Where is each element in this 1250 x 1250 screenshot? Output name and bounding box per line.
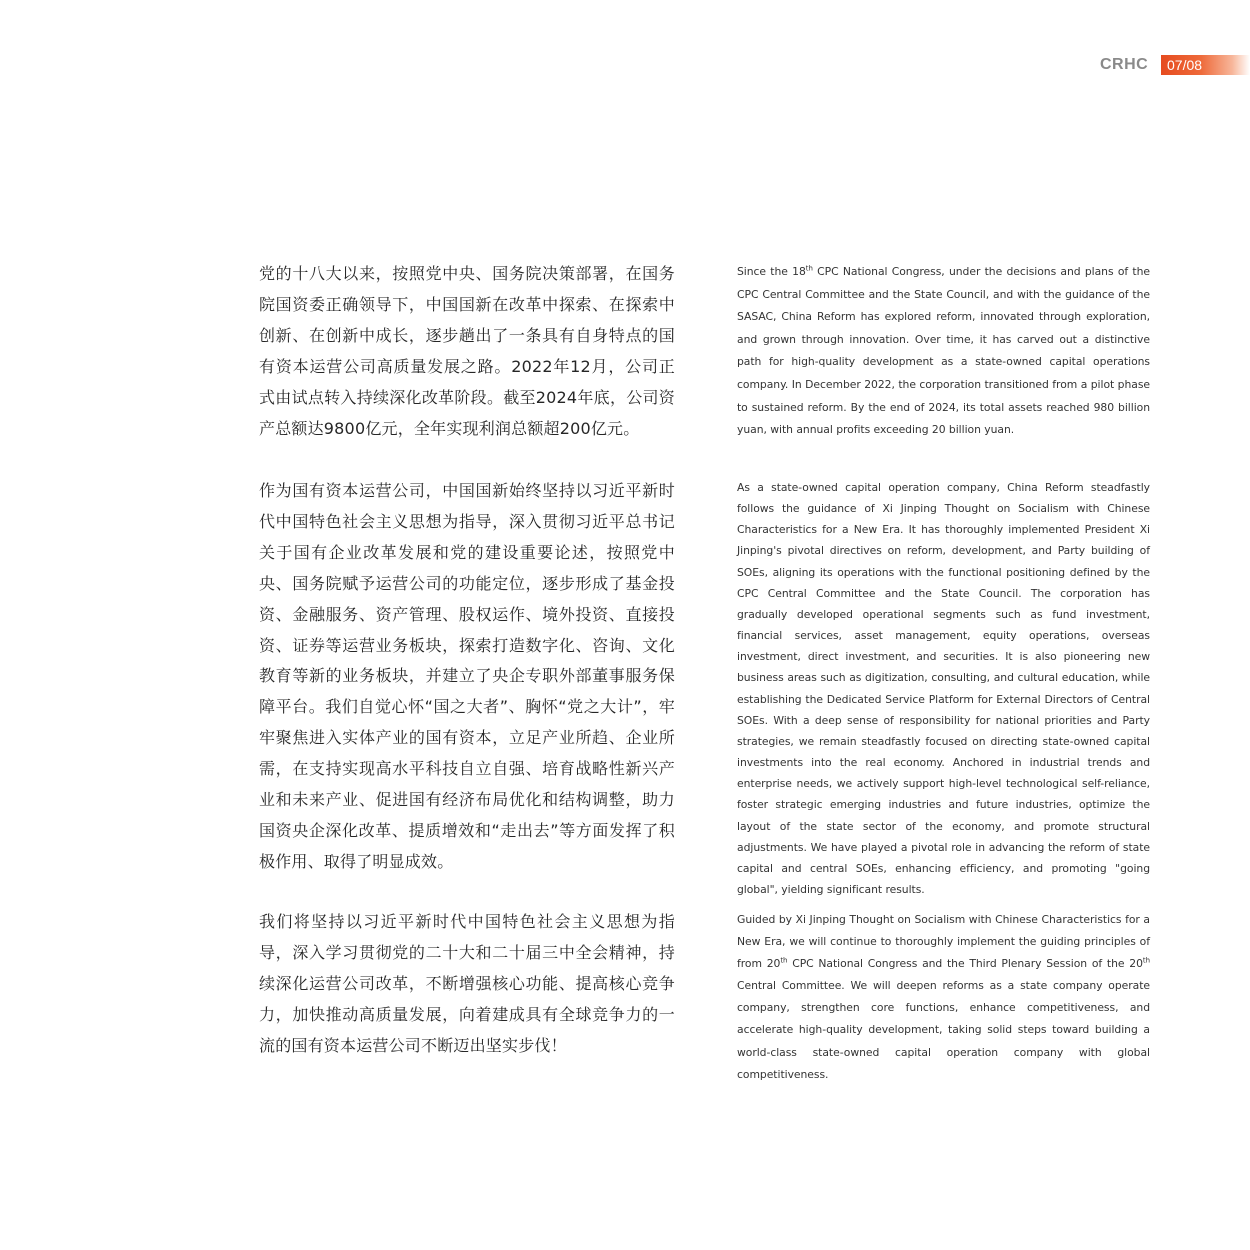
english-paragraph-3 bbox=[737, 909, 1150, 1086]
english-paragraph-2: As a state-owned capital operation company, China Reform steadfastly follows the guidance of Xi Jinping Thought on Socialism with Chinese Characteristics for a New Era. It has thoroughly implemented President Xi Jinping's pivotal directives on reform, development, and Party building of SOEs, aligning its operations with the functional positioning defined by the CPC Central Committee and the State Council. The corporation has gradually developed operational segments such as fund investment, financial services, asset management, equity operations, overseas investment, direct investment, and securities. It is also pioneering new business areas such as digitization, consulting, and cultural education, while establishing the Dedicated Service Platform for External Directors of Central SOEs. With a deep sense of responsibility for national priorities and Party strategies, we remain steadfastly focused on directing state-owned capital investments into the real economy. Anchored in industrial trends and enterprise needs, we actively support high-level technological self-reliance, foster strategic emerging industries and future industries, optimize the layout of the state sector of the economy, and promote structural adjustments. We have played a pivotal role in advancing the reform of state capital and central SOEs, enhancing efficiency, and promoting "going global", yielding significant results. bbox=[737, 481, 1150, 896]
brand-logo-text: CRHC bbox=[1100, 56, 1149, 73]
english-paragraph-1 bbox=[737, 261, 1150, 442]
page-number: 07/08 bbox=[1167, 57, 1203, 73]
english-p3-text-c: Central Committee. We will deepen reforms as a state company operate company, strengthen core functions, enhance competitiveness, and accelerate high-quality development, taking solid steps toward building a world-class state-owned capital operation company with global competitiveness. bbox=[737, 979, 1150, 1081]
english-p1-superscript: th bbox=[805, 264, 813, 273]
english-p1-text-b: CPC National Congress, under the decisions and plans of the CPC Central Committee and the State Council, and with the guidance of the SASAC, China Reform has explored reform, innovated through exploration, and grown through innovation. Over time, it has carved out a distinctive path for high-quality development as a state-owned capital operations company. In December 2022, the corporation transitioned from a pilot phase to sustained reform. By the end of 2024, its total assets reached 980 billion yuan, with annual profits exceeding 20 billion yuan. bbox=[737, 265, 1150, 437]
page-header bbox=[1100, 55, 1203, 75]
chinese-paragraph-3: 我们将坚持以习近平新时代中国特色社会主义思想为指导，深入学习贯彻党的二十大和二十届三中全会精神，持续深化运营公司改革，不断增强核心功能、提高核心竞争力，加快推动高质量发展，向着建成具有全球竞争力的一流的国有资本运营公司不断迈出坚实步伐！ bbox=[259, 912, 675, 1055]
english-p3-superscript-2: th bbox=[1142, 956, 1150, 965]
english-p3-text-a: Guided by Xi Jinping Thought on Socialism with Chinese Characteristics for a New Era, we will continue to thoroughly implement the guiding principles of from 20 bbox=[737, 913, 1150, 971]
english-p3-text-b: CPC National Congress and the Third Plenary Session of the 20 bbox=[787, 957, 1143, 971]
english-p3-superscript-1: th bbox=[780, 956, 788, 965]
page-number-badge bbox=[1161, 55, 1250, 75]
chinese-paragraph-2: 作为国有资本运营公司，中国国新始终坚持以习近平新时代中国特色社会主义思想为指导，深入贯彻习近平总书记关于国有企业改革发展和党的建设重要论述，按照党中央、国务院赋予运营公司的功能定位，逐步形成了基金投资、金融服务、资产管理、股权运作、境外投资、直接投资、证券等运营业务板块，探索打造数字化、咨询、文化教育等新的业务板块，并建立了央企专职外部董事服务保障平台。我们自觉心怀“国之大者”、胸怀“党之大计”，牢牢聚焦进入实体产业的国有资本，立足产业所趋、企业所需，在支持实现高水平科技自立自强、培育战略性新兴产业和未来产业、促进国有经济布局优化和结构调整，助力国资央企深化改革、提质增效和“走出去”等方面发挥了积极作用、取得了明显成效。 bbox=[259, 481, 675, 871]
english-p1-text-a: Since the 18 bbox=[737, 265, 806, 278]
chinese-paragraph-1: 党的十八大以来，按照党中央、国务院决策部署，在国务院国资委正确领导下，中国国新在改革中探索、在探索中创新、在创新中成长，逐步趟出了一条具有自身特点的国有资本运营公司高质量发展之路。2022年12月，公司正式由试点转入持续深化改革阶段。截至2024年底，公司资产总额达9800亿元，全年实现利润总额超200亿元。 bbox=[259, 264, 675, 438]
